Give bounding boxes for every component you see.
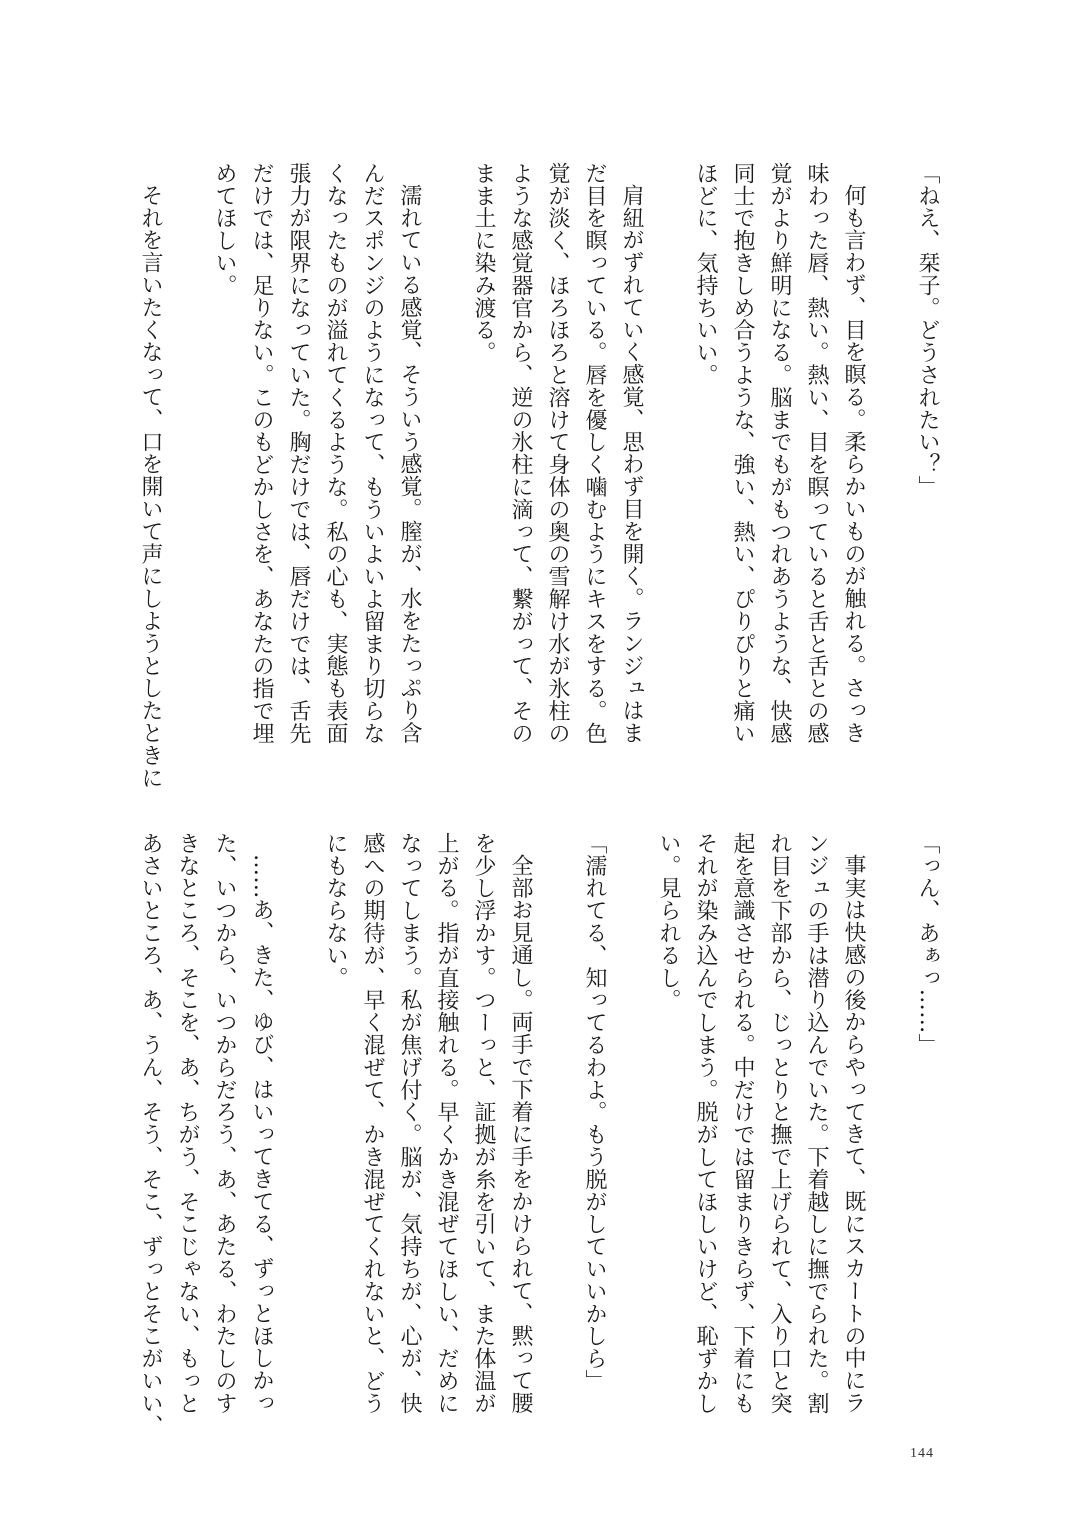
- text-line: めてほしい。: [212, 162, 237, 297]
- text-line: 同士で抱きしめ合うような、強い、熱い、ぴりぴりと痛い: [730, 162, 755, 745]
- text-line: 濡れている感覚、そういう感覚。膣が、水をたっぷり含: [397, 184, 422, 744]
- text-line: れ目を下部から、じっとりと撫で上げられて、入り口と突: [767, 832, 792, 1415]
- text-line: 「っん、あぁっ……」: [915, 832, 940, 1056]
- text-line: だ目を瞑っている。唇を優しく噛むようにキスをする。色: [582, 162, 607, 745]
- text-block-lower: [132, 832, 946, 1437]
- text-block-upper: [132, 162, 946, 789]
- text-line: それを言いたくなって、口を開いて声にしようとしたときに: [138, 184, 163, 789]
- text-line: 上がる。指が直接触れる。早くかき混ぜてほしい、だめに: [434, 832, 459, 1415]
- text-line: 覚がより鮮明になる。脳までもがもつれあうような、快感: [767, 162, 792, 745]
- text-line: た、いつから、いつからだろう、あ、あたる、わたしのす: [212, 832, 237, 1415]
- text-line: 張力が限界になっていた。胸だけでは、唇だけでは、舌先: [286, 162, 311, 745]
- text-line: ような感覚器官から、逆の氷柱に滴って、繋がって、その: [508, 162, 533, 745]
- text-line: あさいところ、あ、うん、そう、そこ、ずっとそこがいい、: [138, 832, 163, 1437]
- text-line: にもならない。: [323, 832, 348, 989]
- text-line: 「ねえ、栞子。どうされたい？」: [915, 162, 940, 498]
- text-line: 味わった唇、熱い。熱い、目を瞑っていると舌と舌との感: [804, 162, 829, 745]
- text-line: ほどに、気持ちいい。: [693, 162, 718, 386]
- text-line: 全部お見通し。両手で下着に手をかけられて、黙って腰: [508, 854, 533, 1414]
- text-line: なってしまう。私が焦げ付く。脳が、気持ちが、心が、快: [397, 832, 422, 1415]
- text-line: 感への期待が、早く混ぜて、かき混ぜてくれないと、どう: [360, 832, 385, 1415]
- text-line: だけでは、足りない。このもどかしさを、あなたの指で埋: [249, 162, 274, 745]
- text-line: 「濡れてる、知ってるわよ。もう脱がしていいかしら」: [582, 832, 607, 1392]
- blank-line: [650, 162, 687, 752]
- text-line: ……あ、きた、ゆび、はいってきてる、ずっとほしかっ: [249, 854, 274, 1414]
- text-line: まま土に染み渡る。: [471, 162, 496, 364]
- blank-line: [169, 162, 206, 752]
- blank-line: [872, 832, 909, 1422]
- text-line: 覚が淡く、ほろほろと溶けて身体の奥の雪解け水が氷柱の: [545, 162, 570, 745]
- blank-line: [613, 832, 650, 1422]
- blank-line: [428, 162, 465, 752]
- text-line: い。見られるし。: [656, 832, 681, 1012]
- text-line: 何も言わず、目を瞑る。柔らかいものが触れる。さっき: [841, 184, 866, 744]
- page-number: 144: [910, 1446, 934, 1461]
- blank-line: [872, 162, 909, 752]
- text-line: んだスポンジのようになって、もういよいよ留まり切らな: [360, 162, 385, 745]
- text-line: くなったものが溢れてくるような。私の心も、実態も表面: [323, 162, 348, 745]
- blank-line: [280, 832, 317, 1422]
- text-line: きなところ、そこを、あ、ちがう、そこじゃない、もっと: [175, 832, 200, 1415]
- text-line: それが染み込んでしまう。脱がしてほしいけど、恥ずかし: [693, 832, 718, 1415]
- text-line: 起を意識させられる。中だけでは留まりきらず、下着にも: [730, 832, 755, 1415]
- text-line: 肩紐がずれていく感覚、思わず目を開く。ランジュはま: [619, 184, 644, 744]
- text-line: 事実は快感の後からやってきて、既にスカートの中にラ: [841, 854, 866, 1414]
- text-line: ンジュの手は潜り込んでいた。下着越しに撫でられた。割: [804, 832, 829, 1415]
- blank-line: [539, 832, 576, 1422]
- text-line: を少し浮かす。つーっと、証拠が糸を引いて、また体温が: [471, 832, 496, 1415]
